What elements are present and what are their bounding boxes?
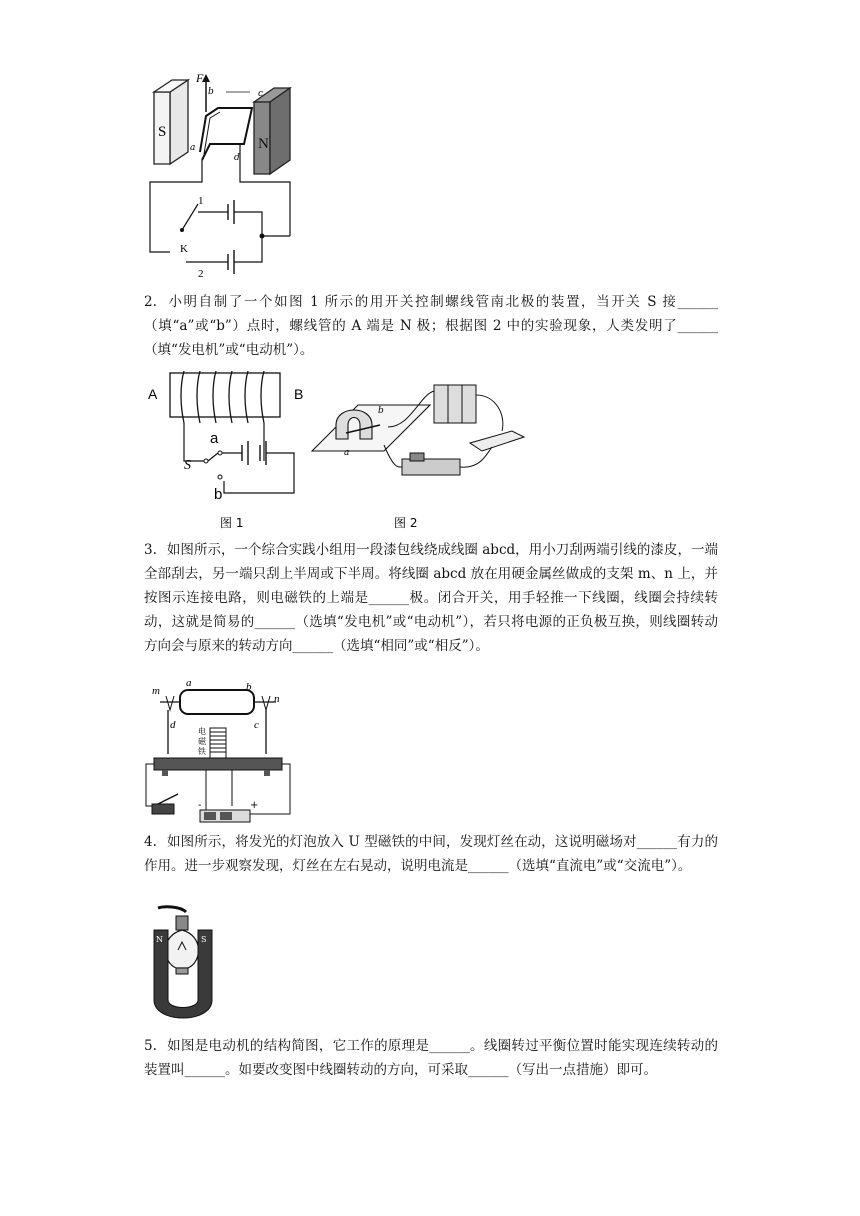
label-A: A xyxy=(148,386,158,402)
label-plus: + xyxy=(250,800,259,811)
label-S: S xyxy=(201,935,207,944)
label-N: N xyxy=(258,136,269,152)
question-4 xyxy=(144,830,718,878)
label-S: S xyxy=(158,124,167,140)
question-text: 如图所示，一个综合实践小组用一段漆包线绕成线圈 abcd，用小刀刮两端引线的漆皮，一端全部刮去，另一端只刮上半周或下半周。将线圈 abcd 放在用硬金属丝做成的支架 m、n 上，并按图示连接电路，则电磁铁的上端是______极。闭合开关，用手轻推一下线圈，线圈会持续转动，这就是简易的______（选填“发电机”或“电动机”），若只将电源的正负极互换，则线圈转动方向会与原来的转动方向______（选填“相同”或“相反”）。 xyxy=(144,542,718,654)
question-number: 3. xyxy=(144,542,157,558)
label-2: 2 xyxy=(198,268,204,280)
label-b: b xyxy=(208,87,214,97)
label-b: b xyxy=(214,486,223,503)
question-number: 4. xyxy=(144,834,157,850)
label-B: B xyxy=(294,386,304,402)
figure-bulb-u-magnet xyxy=(146,902,226,1026)
caption-fig1: 图 1 xyxy=(220,516,244,530)
label-fig2-a: a xyxy=(344,448,350,458)
label-K: K xyxy=(180,243,188,255)
label-m: m xyxy=(152,685,160,697)
label-d: d xyxy=(234,153,240,163)
label-a: a xyxy=(210,430,219,447)
label-minus: - xyxy=(198,800,202,811)
label-d: d xyxy=(170,719,176,731)
figure-solenoid-and-apparatus xyxy=(140,365,530,535)
label-em3: 铁 xyxy=(198,747,206,756)
question-number: 5. xyxy=(144,1038,157,1054)
label-a: a xyxy=(190,143,196,153)
caption-fig2: 图 2 xyxy=(394,516,418,530)
question-2 xyxy=(144,290,718,362)
label-a: a xyxy=(186,677,192,689)
question-text: 如图所示，将发光的灯泡放入 U 型磁铁的中间，发现灯丝在动，这说明磁场对______有力的作用。进一步观察发现，灯丝在左右晃动，说明电流是______（选填“直流电”或“交流电”）。 xyxy=(144,834,718,874)
label-c: c xyxy=(258,89,264,99)
question-text: 如图是电动机的结构简图，它工作的原理是______。线圈转过平衡位置时能实现连续转动的装置叫______。如要改变图中线圈转动的方向，可采取______（写出一点措施）即可。 xyxy=(144,1038,718,1078)
question-text: 小明自制了一个如图 1 所示的用开关控制螺线管南北极的装置，当开关 S 接______（填“a”或“b”）点时，螺线管的 A 端是 N 极；根据图 2 中的实验现象，人类发明了______（填“发电机”或“电动机”）。 xyxy=(144,294,718,358)
question-number: 2. xyxy=(144,294,157,310)
label-F: F xyxy=(196,72,204,85)
question-3 xyxy=(144,538,718,658)
question-5 xyxy=(144,1034,718,1082)
label-b: b xyxy=(246,681,252,693)
label-fig2-b: b xyxy=(378,406,384,416)
label-c: c xyxy=(254,719,259,731)
figure-coil-electromagnet xyxy=(140,676,300,826)
label-em2: 磁 xyxy=(198,737,206,746)
label-1: 1 xyxy=(198,195,204,207)
label-S: S xyxy=(184,458,191,473)
label-n: n xyxy=(274,693,280,705)
label-N: N xyxy=(156,935,163,944)
label-em1: 电 xyxy=(198,727,206,736)
figure-motor-magnets xyxy=(140,72,300,282)
